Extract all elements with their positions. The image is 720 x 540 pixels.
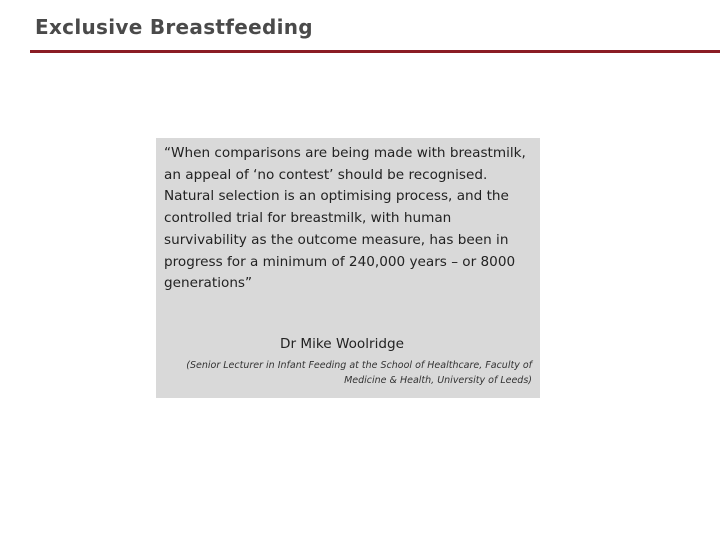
title-underline bbox=[30, 50, 720, 53]
quote-box bbox=[156, 138, 540, 398]
quote-author: Dr Mike Woolridge bbox=[280, 336, 404, 352]
quote-text: “When comparisons are being made with breastmilk, an appeal of ‘no contest’ should be recognised. Natural selection is an optimising process, and the controlled trial for breastmilk, with human survivability as the outcome measure, has been in progress for a minimum of 240,000 years – or 8000 generations” bbox=[164, 145, 526, 292]
quote-author-credentials: (Senior Lecturer in Infant Feeding at the School of Healthcare, Faculty of Medicine & Health, University of Leeds) bbox=[186, 360, 532, 386]
slide-title: Exclusive Breastfeeding bbox=[35, 15, 313, 39]
